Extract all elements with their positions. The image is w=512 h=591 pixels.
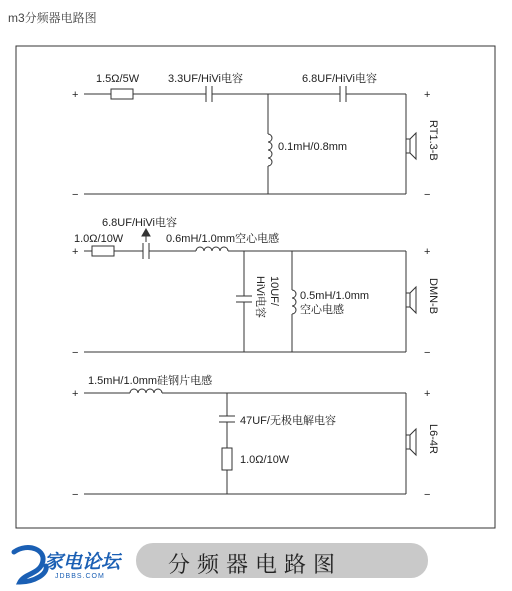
resistor-2-symbol <box>92 246 114 256</box>
c1-speaker-label: RT1.3-B <box>427 120 439 161</box>
footer-caption: 分频器电路图 <box>168 553 343 578</box>
c1-right-plus: + <box>424 89 431 101</box>
speaker-3-body <box>406 435 410 449</box>
c1-plus-terminal: + <box>72 89 79 101</box>
c3-plus-terminal: + <box>72 388 79 400</box>
c3-speaker-label: L6-4R <box>427 424 439 454</box>
c1-right-minus: − <box>424 189 431 201</box>
c2-right-plus: + <box>424 246 431 258</box>
inductor-3-coil <box>292 290 296 314</box>
c1-minus-terminal: − <box>72 189 79 201</box>
c3-minus-terminal: − <box>72 489 79 501</box>
c1-cap-series-label: 3.3UF/HiVi电容 <box>168 73 243 85</box>
c1-resistor-label: 1.5Ω/5W <box>96 73 140 85</box>
c1-inductor-label: 0.1mH/0.8mm <box>278 141 348 153</box>
brand-domain: JDBBS.COM <box>55 573 105 580</box>
c3-right-plus: + <box>424 388 431 400</box>
c2-cap-shunt-line2: HiVi电容 <box>254 276 266 318</box>
c2-minus-terminal: − <box>72 347 79 359</box>
c2-cap-shunt-line1: 10UF/ <box>268 276 280 306</box>
circuit-woofer <box>84 389 416 494</box>
page-title: m3分频器电路图 <box>8 11 97 25</box>
c3-inductor-label: 1.5mH/1.0mm硅钢片电感 <box>88 375 213 387</box>
speaker-3-cone <box>410 429 416 455</box>
c2-plus-terminal: + <box>72 246 79 258</box>
brand-name: 家电论坛 <box>44 551 121 573</box>
c2-speaker-label: DMN-B <box>427 278 439 315</box>
resistor-1-symbol <box>111 89 133 99</box>
circuit-tweeter <box>84 86 416 194</box>
inductor-2-coil <box>196 247 228 251</box>
c3-resistor-label: 1.0Ω/10W <box>240 454 290 466</box>
c2-right-minus: − <box>424 347 431 359</box>
c2-inductor-shunt-line1: 0.5mH/1.0mm <box>300 290 370 302</box>
c2-inductor-shunt-line2: 空心电感 <box>300 304 344 316</box>
c2-inductor-series-label: 0.6mH/1.0mm空心电感 <box>166 233 280 245</box>
inductor-1-coil <box>268 134 272 166</box>
c3-right-minus: − <box>424 489 431 501</box>
c2-cap-in-label: 6.8UF/HiVi电容 <box>102 217 177 229</box>
speaker-2-body <box>406 293 410 307</box>
c1-cap-out-label: 6.8UF/HiVi电容 <box>302 73 377 85</box>
c2-resistor-label: 1.0Ω/10W <box>74 233 124 245</box>
inductor-4-coil <box>130 389 162 393</box>
resistor-3-symbol <box>222 448 232 470</box>
speaker-1-cone <box>410 133 416 159</box>
c3-cap-label: 47UF/无极电解电容 <box>240 415 336 427</box>
c2-arrow <box>142 229 150 236</box>
speaker-1-body <box>406 139 410 153</box>
speaker-2-cone <box>410 287 416 313</box>
